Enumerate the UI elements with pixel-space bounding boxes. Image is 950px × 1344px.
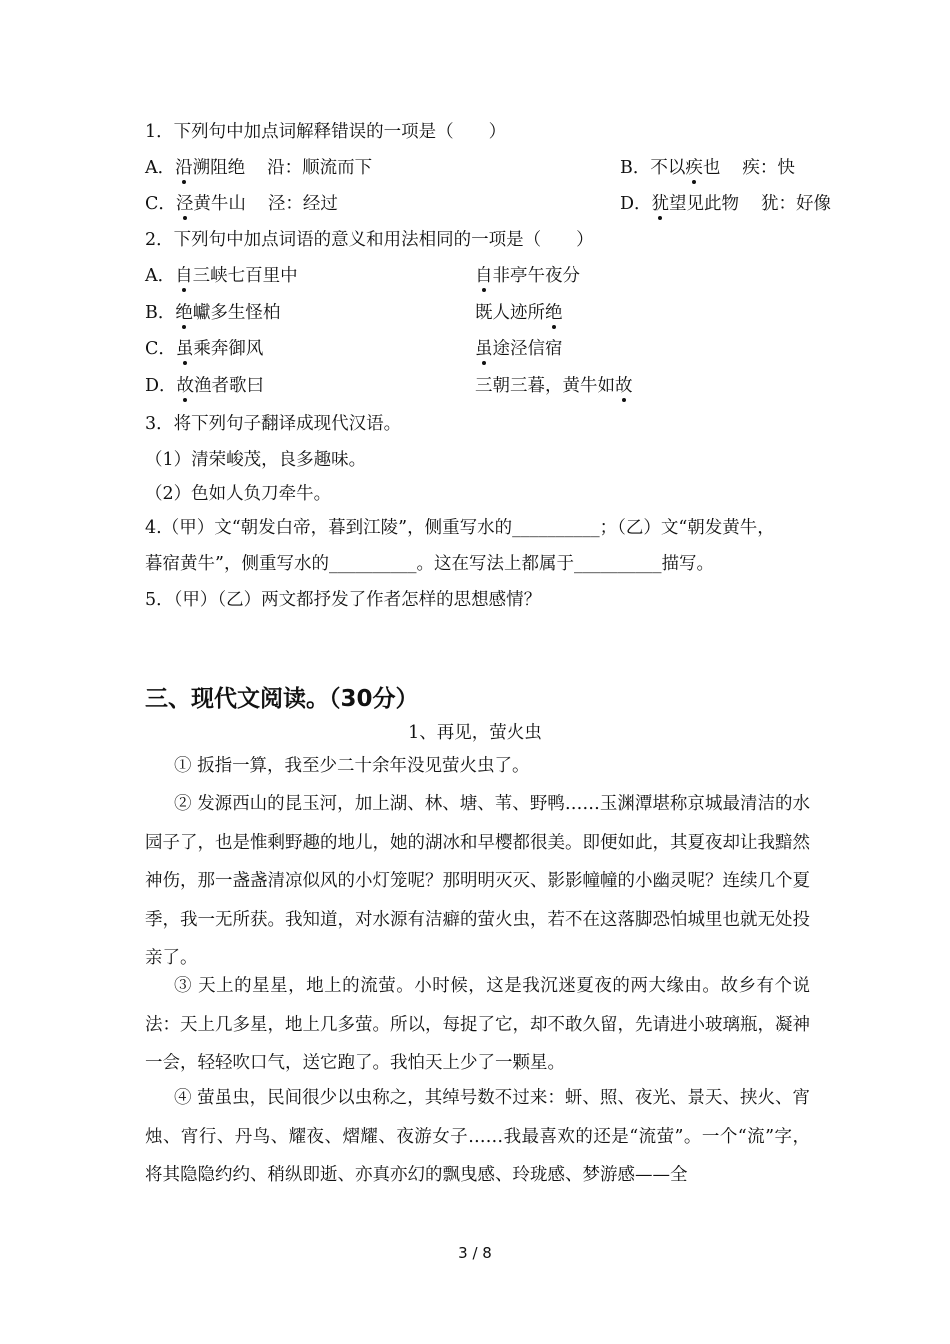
- emphasis-dot-char: 泾: [175, 194, 194, 214]
- q2-option-c: C．虽乘奔御风 虽途泾信宿: [145, 339, 563, 359]
- passage-title: 1、再见，萤火虫: [408, 723, 542, 743]
- question-4-line-1: 4.（甲）文“朝发白帝，暮到江陵”，侧重写水的__________；（乙）文“朝发黄牛，: [145, 518, 775, 538]
- question-1-stem: 1．下列句中加点词解释错误的一项是（ ）: [145, 122, 507, 142]
- q2-option-d: D．故渔者歌曰 三朝三暮，黄牛如故: [145, 376, 633, 396]
- paragraph-2: ② 发源西山的昆玉河，加上湖、林、塘、苇、野鸭……玉渊潭堪称京城最清洁的水园子了，也是惟剩野趣的地儿，她的湖冰和早樱都很美。即便如此，其夏夜却让我黯然神伤，那一盏盏清凉似风的小灯笼呢？那明明灭灭、影影幢幢的小幽灵呢？连续几个夏季，我一无所获。我知道，对水源有洁癖的萤火虫，若不在这落脚恐怕城里也就无处投亲了。: [145, 794, 810, 968]
- question-3-stem: 3．将下列句子翻译成现代汉语。: [145, 414, 402, 434]
- emphasis-dot-char: 绝: [175, 303, 193, 323]
- paragraph-3: ③ 天上的星星，地上的流萤。小时候，这是我沉迷夏夜的两大缘由。故乡有个说法：天上几多星，地上几多萤。所以，每捉了它，却不敢久留，先请进小玻璃瓶，凝神一会，轻轻吹口气，送它跑了。我怕天上少了一颗星。: [145, 976, 810, 1073]
- q1-option-a: A．沿溯阻绝 沿：顺流而下: [145, 158, 373, 178]
- emphasis-dot-char: 疾: [685, 158, 703, 178]
- emphasis-dot-char: 虽: [475, 339, 493, 359]
- page-number: 3 / 8: [458, 1244, 492, 1262]
- emphasis-dot-char: 故: [615, 376, 633, 396]
- q3-item-2: （2）色如人负刀牵牛。: [145, 484, 332, 504]
- emphasis-dot-char: 自: [475, 266, 493, 286]
- emphasis-dot-char: 绝: [545, 303, 563, 323]
- q3-item-1: （1）清荣峻茂，良多趣味。: [145, 450, 367, 470]
- q1-option-row-2: [145, 193, 832, 215]
- emphasis-dot-char: 沿: [175, 158, 193, 178]
- q1-option-c: C．泾黄牛山 泾：经过: [145, 194, 338, 214]
- emphasis-dot-char: 虽: [175, 339, 194, 359]
- question-2-stem: 2．下列句中加点词语的意义和用法相同的一项是（ ）: [145, 230, 594, 250]
- section-heading: 三、现代文阅读。（30分）: [145, 686, 419, 712]
- q2-option-a: A．自三峡七百里中 自非亭午夜分: [145, 266, 580, 286]
- emphasis-dot-char: 故: [176, 376, 195, 396]
- q2-option-b: B．绝巘多生怪柏 既人迹所绝: [145, 303, 563, 323]
- paragraph-1: ① 扳指一算，我至少二十余年没见萤火虫了。: [174, 756, 530, 776]
- question-4-line-2: 暮宿黄牛”，侧重写水的__________。这在写法上都属于__________描写。: [145, 554, 714, 574]
- emphasis-dot-char: 犹: [651, 194, 670, 214]
- emphasis-dot-char: 自: [175, 266, 193, 286]
- q1-option-d: D．犹望见此物 犹：好像: [620, 194, 832, 214]
- q1-option-b: B．不以疾也 疾：快: [620, 158, 795, 178]
- q1-option-row-1: [145, 157, 795, 179]
- paragraph-4: ④ 萤虽虫，民间很少以虫称之，其绰号数不过来：蚈、照、夜光、景天、挟火、宵烛、宵行、丹鸟、耀夜、熠耀、夜游女子……我最喜欢的还是“流萤”。一个“流”字，将其隐隐约约、稍纵即逝、亦真亦幻的飘曳感、玲珑感、梦游感——全: [145, 1088, 810, 1185]
- question-5-stem: 5．（甲）（乙）两文都抒发了作者怎样的思想感情？: [145, 590, 542, 610]
